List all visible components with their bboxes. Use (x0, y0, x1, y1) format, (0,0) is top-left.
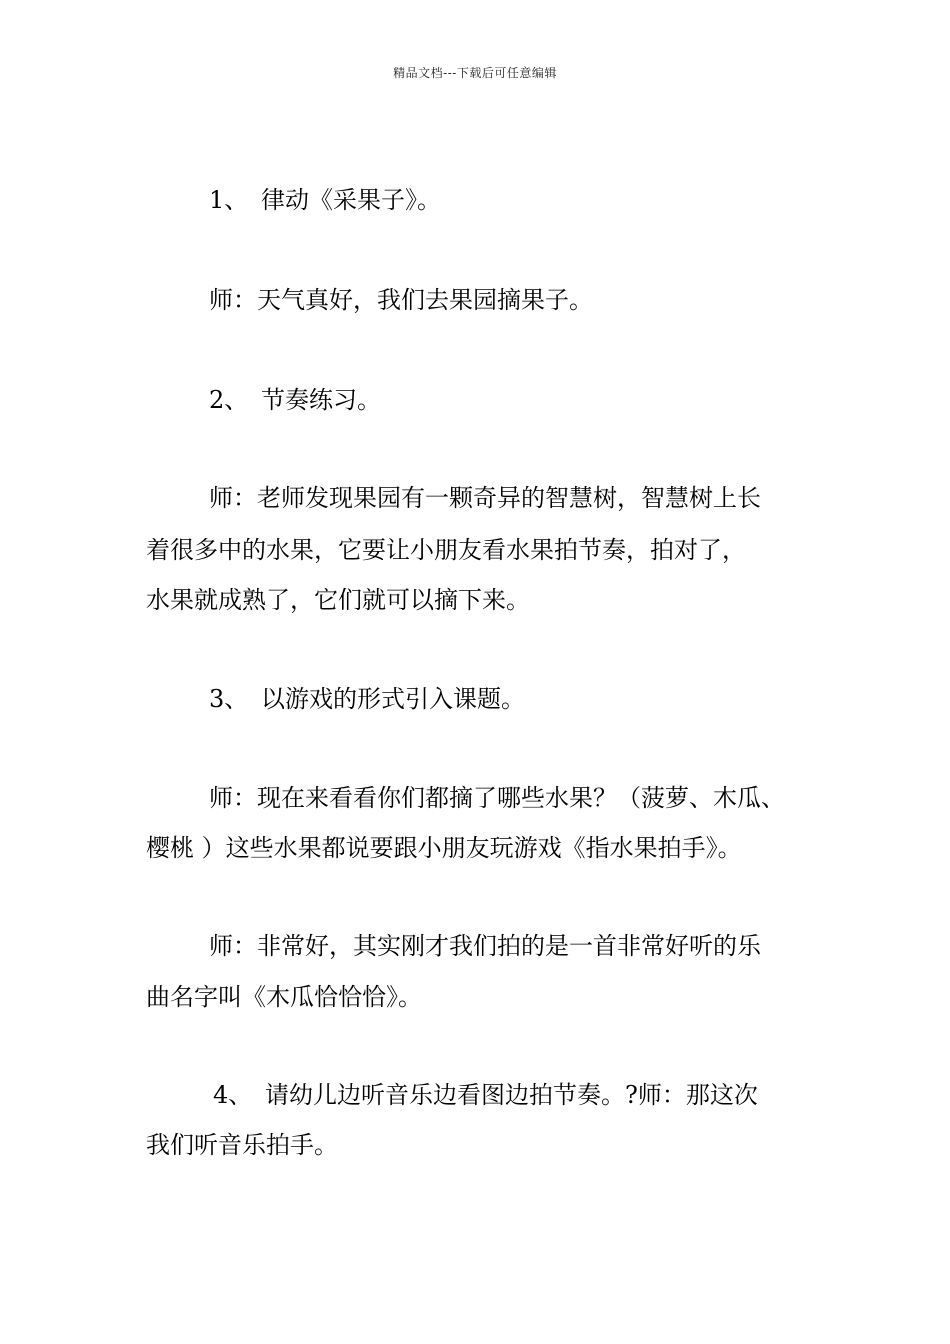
list-item-4 (213, 1080, 758, 1110)
item-text: 以游戏的形式引入课题。 (261, 685, 525, 713)
page-header: 精品文档---下载后可任意编辑 (393, 66, 557, 80)
list-item-3 (209, 684, 525, 714)
item-number: 1、 (209, 186, 249, 214)
paragraph-2-line-1: 师：老师发现果园有一颗奇异的智慧树，智慧树上长 (209, 484, 761, 512)
item-number: 4、 (213, 1081, 253, 1109)
paragraph-4-line-2: 曲名字叫《木瓜恰恰恰》。 (146, 983, 422, 1011)
paragraph-4-line-1: 师：非常好，其实刚才我们拍的是一首非常好听的乐 (209, 932, 761, 960)
item-text: 律动《采果子》。 (261, 186, 441, 214)
paragraph-2-line-2: 着很多中的水果，它要让小朋友看水果拍节奏，拍对了， (146, 536, 746, 564)
list-item-2 (209, 385, 381, 415)
item-text: 节奏练习。 (261, 386, 381, 414)
item-text: 请幼儿边听音乐边看图边拍节奏。?师：那这次 (265, 1081, 758, 1109)
paragraph-3-line-1: 师：现在来看看你们都摘了哪些水果？（菠萝、木瓜、 (209, 784, 785, 812)
paragraph-1: 师：天气真好，我们去果园摘果子。 (209, 286, 593, 314)
list-item-1 (209, 185, 441, 215)
list-item-4-line-2: 我们听音乐拍手。 (146, 1131, 338, 1159)
item-number: 2、 (209, 386, 249, 414)
item-number: 3、 (209, 685, 249, 713)
paragraph-3-line-2: 樱桃 ）这些水果都说要跟小朋友玩游戏《指水果拍手》。 (146, 834, 742, 862)
paragraph-2-line-3: 水果就成熟了，它们就可以摘下来。 (146, 586, 530, 614)
